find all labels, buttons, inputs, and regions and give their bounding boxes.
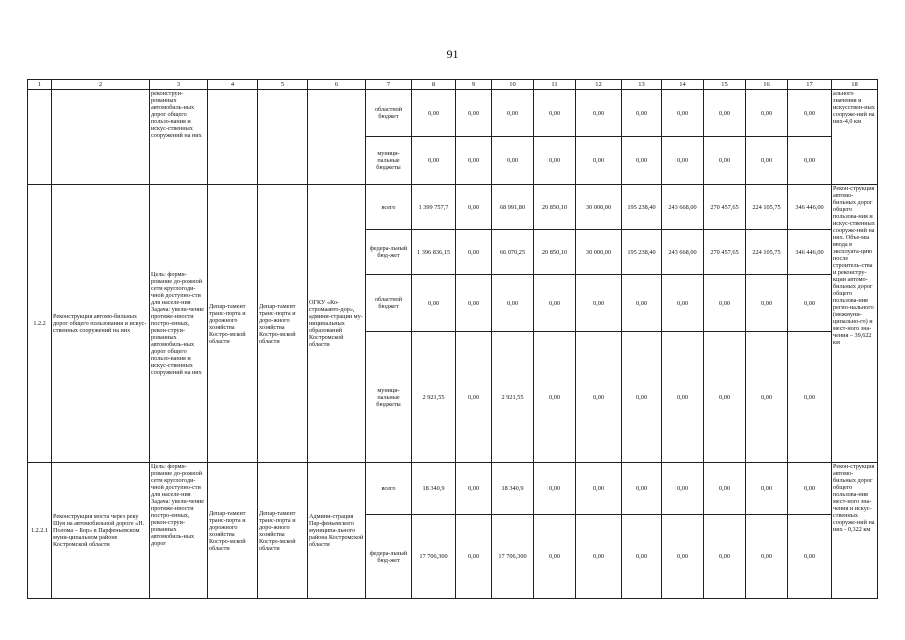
amount-cell: 0,00 xyxy=(788,463,832,515)
amount-cell: 0,00 xyxy=(576,90,622,137)
table-row xyxy=(28,463,878,515)
amount-cell: 0,00 xyxy=(662,463,704,515)
column-number-header: 5 xyxy=(258,80,308,90)
item-coexecutor: Депар-тамент транс-порта и доро-жного хозяйства Костро-мской области xyxy=(258,185,308,463)
amount-cell: 18 340,9 xyxy=(492,463,534,515)
amount-cell: 0,00 xyxy=(746,137,788,185)
column-number-header: 13 xyxy=(622,80,662,90)
cell-goal: реконструи-рованных автомобиль-ных дорог общего пользо-вания и искус-ственных сооружений на них xyxy=(150,90,208,185)
amount-cell: 0,00 xyxy=(622,332,662,463)
amount-cell: 0,00 xyxy=(704,275,746,332)
amount-cell: 0,00 xyxy=(746,515,788,599)
amount-cell: 0,00 xyxy=(746,463,788,515)
amount-cell: 0,00 xyxy=(576,275,622,332)
amount-cell: 0,00 xyxy=(492,90,534,137)
amount-cell: 0,00 xyxy=(576,463,622,515)
page-number: 91 xyxy=(446,47,459,61)
table-row xyxy=(28,90,878,137)
amount-cell: 0,00 xyxy=(704,90,746,137)
amount-cell: 0,00 xyxy=(746,90,788,137)
cell-name xyxy=(52,90,150,185)
amount-cell: 68 991,80 xyxy=(492,185,534,230)
amount-cell: 30 000,00 xyxy=(576,185,622,230)
item-coexecutor: Депар-тамент транс-порта и доро-жного хозяйства Костро-мской области xyxy=(258,463,308,599)
amount-cell: 243 668,00 xyxy=(662,185,704,230)
amount-cell: 0,00 xyxy=(662,90,704,137)
funding-source: федера-льный бюд-жет xyxy=(366,515,412,599)
cell-coexec xyxy=(258,90,308,185)
amount-cell: 0,00 xyxy=(622,275,662,332)
amount-cell: 2 921,55 xyxy=(412,332,456,463)
amount-cell: 66 070,25 xyxy=(492,230,534,275)
amount-cell: 0,00 xyxy=(662,332,704,463)
amount-cell: 0,00 xyxy=(662,275,704,332)
amount-cell: 0,00 xyxy=(534,515,576,599)
amount-cell: 224 105,75 xyxy=(746,185,788,230)
item-number: 1.2.2.1 xyxy=(28,463,52,599)
column-number-header: 6 xyxy=(308,80,366,90)
amount-cell: 0,00 xyxy=(788,90,832,137)
amount-cell: 0,00 xyxy=(492,275,534,332)
amount-cell: 0,00 xyxy=(456,230,492,275)
amount-cell: 0,00 xyxy=(788,332,832,463)
amount-cell: 0,00 xyxy=(492,137,534,185)
amount-cell: 0,00 xyxy=(534,275,576,332)
amount-cell: 0,00 xyxy=(456,275,492,332)
amount-cell: 0,00 xyxy=(622,90,662,137)
amount-cell: 0,00 xyxy=(412,90,456,137)
funding-source: всего xyxy=(366,463,412,515)
amount-cell: 20 850,10 xyxy=(534,230,576,275)
column-number-header: 18 xyxy=(832,80,878,90)
amount-cell: 0,00 xyxy=(576,332,622,463)
amount-cell: 0,00 xyxy=(576,137,622,185)
funding-source: областной бюджет xyxy=(366,275,412,332)
item-executor: Депар-тамент транс-порта и дорожного хозяйства Костро-мской области xyxy=(208,463,258,599)
amount-cell: 17 706,300 xyxy=(492,515,534,599)
amount-cell: 270 457,65 xyxy=(704,185,746,230)
amount-cell: 0,00 xyxy=(456,463,492,515)
amount-cell: 1 396 836,15 xyxy=(412,230,456,275)
column-number-header: 1 xyxy=(28,80,52,90)
item-number: 1.2.2 xyxy=(28,185,52,463)
column-number-header: 9 xyxy=(456,80,492,90)
amount-cell: 0,00 xyxy=(576,515,622,599)
amount-cell: 346 446,00 xyxy=(788,185,832,230)
funding-source: муници-пальные бюджеты xyxy=(366,137,412,185)
column-number-header: 12 xyxy=(576,80,622,90)
amount-cell: 30 000,00 xyxy=(576,230,622,275)
column-number-header: 7 xyxy=(366,80,412,90)
amount-cell: 2 921,55 xyxy=(492,332,534,463)
item-name: Реконструкция моста через реку Шуя на автомобильной дороге «Н. Полома – Бор» в Парфеньевском муни-ципальном районе Костромской области xyxy=(52,463,150,599)
funding-source: областной бюджет xyxy=(366,90,412,137)
amount-cell: 0,00 xyxy=(704,332,746,463)
amount-cell: 0,00 xyxy=(534,90,576,137)
funding-source: муници-пальные бюджеты xyxy=(366,332,412,463)
amount-cell: 346 446,00 xyxy=(788,230,832,275)
amount-cell: 0,00 xyxy=(622,515,662,599)
item-result: ального значения и искусствен-ных сооруже-ний на них-4,0 км xyxy=(832,90,878,185)
amount-cell: 0,00 xyxy=(622,137,662,185)
cell-num xyxy=(28,90,52,185)
amount-cell: 243 668,00 xyxy=(662,230,704,275)
amount-cell: 0,00 xyxy=(456,90,492,137)
item-recipient: ОГКУ «Ко-стромаавто-дор», админи-страции му-ниципальных образований Костромской области xyxy=(308,185,366,463)
amount-cell: 0,00 xyxy=(662,137,704,185)
amount-cell: 0,00 xyxy=(456,185,492,230)
item-name: Реконструкция автомо-бильных дорог общего пользования и искус-ственных сооружений на них xyxy=(52,185,150,463)
item-recipient: Админи-страция Пар-феньевского муниципа-льного района Костромской области xyxy=(308,463,366,599)
column-number-header: 3 xyxy=(150,80,208,90)
amount-cell: 0,00 xyxy=(746,332,788,463)
amount-cell: 0,00 xyxy=(534,137,576,185)
funding-source: всего xyxy=(366,185,412,230)
amount-cell: 0,00 xyxy=(534,463,576,515)
amount-cell: 0,00 xyxy=(534,332,576,463)
table-row xyxy=(28,185,878,230)
program-table xyxy=(27,79,878,599)
amount-cell: 17 706,300 xyxy=(412,515,456,599)
amount-cell: 0,00 xyxy=(456,332,492,463)
amount-cell: 195 238,40 xyxy=(622,185,662,230)
amount-cell: 224 105,75 xyxy=(746,230,788,275)
cell-recipient xyxy=(308,90,366,185)
amount-cell: 0,00 xyxy=(746,275,788,332)
table-body xyxy=(28,80,878,599)
column-number-header: 17 xyxy=(788,80,832,90)
amount-cell: 195 238,40 xyxy=(622,230,662,275)
amount-cell: 0,00 xyxy=(788,515,832,599)
column-numbers-row xyxy=(28,80,878,90)
amount-cell: 18 340,9 xyxy=(412,463,456,515)
amount-cell: 0,00 xyxy=(412,137,456,185)
amount-cell: 0,00 xyxy=(456,137,492,185)
amount-cell: 20 850,10 xyxy=(534,185,576,230)
column-number-header: 10 xyxy=(492,80,534,90)
amount-cell: 0,00 xyxy=(662,515,704,599)
amount-cell: 0,00 xyxy=(622,463,662,515)
column-number-header: 8 xyxy=(412,80,456,90)
amount-cell: 0,00 xyxy=(412,275,456,332)
column-number-header: 2 xyxy=(52,80,150,90)
amount-cell: 1 399 757,7 xyxy=(412,185,456,230)
item-goal: Цель: форми-рование до-рожной сети круглогоди-чной доступно-сти для населе-ния Задача: увели-чение протяже-нности постро-енных, рекон-струи-рованных автомобиль-ных дорог общего пользо-вания и искус-ственных сооружений на них xyxy=(150,185,208,463)
amount-cell: 0,00 xyxy=(788,275,832,332)
item-result: Рекон-струкция автомо-бильных дорог общего пользова-ния и искус-ственных сооруже-ний на них. Объе-мы ввода в эксплуата-цию после строитель-ства и реконстру-кции автомо-бильных дорог общего пользова-ния регио-нального (межмуни-ципально-го) и мест-ного зна-чения – 39,622 км xyxy=(832,185,878,463)
amount-cell: 0,00 xyxy=(704,137,746,185)
column-number-header: 15 xyxy=(704,80,746,90)
item-result: Рекон-струкция автомо-бильных дорог общего пользова-ния мест-ного зна-чения и искус-ственных сооруже-ний на них - 0,322 км xyxy=(832,463,878,599)
column-number-header: 16 xyxy=(746,80,788,90)
amount-cell: 0,00 xyxy=(704,463,746,515)
item-goal: Цель: форми-рование до-рожной сети круглогоди-чной доступно-сти для населе-ния Задача: увели-чение протяже-нности постро-енных, рекон-струи-рованных автомобиль-ных дорог xyxy=(150,463,208,599)
item-executor: Депар-тамент транс-порта и дорожного хозяйства Костро-мской области xyxy=(208,185,258,463)
amount-cell: 270 457,65 xyxy=(704,230,746,275)
column-number-header: 14 xyxy=(662,80,704,90)
cell-exec xyxy=(208,90,258,185)
amount-cell: 0,00 xyxy=(456,515,492,599)
funding-source: федера-льный бюд-жет xyxy=(366,230,412,275)
column-number-header: 11 xyxy=(534,80,576,90)
amount-cell: 0,00 xyxy=(704,515,746,599)
amount-cell: 0,00 xyxy=(788,137,832,185)
column-number-header: 4 xyxy=(208,80,258,90)
